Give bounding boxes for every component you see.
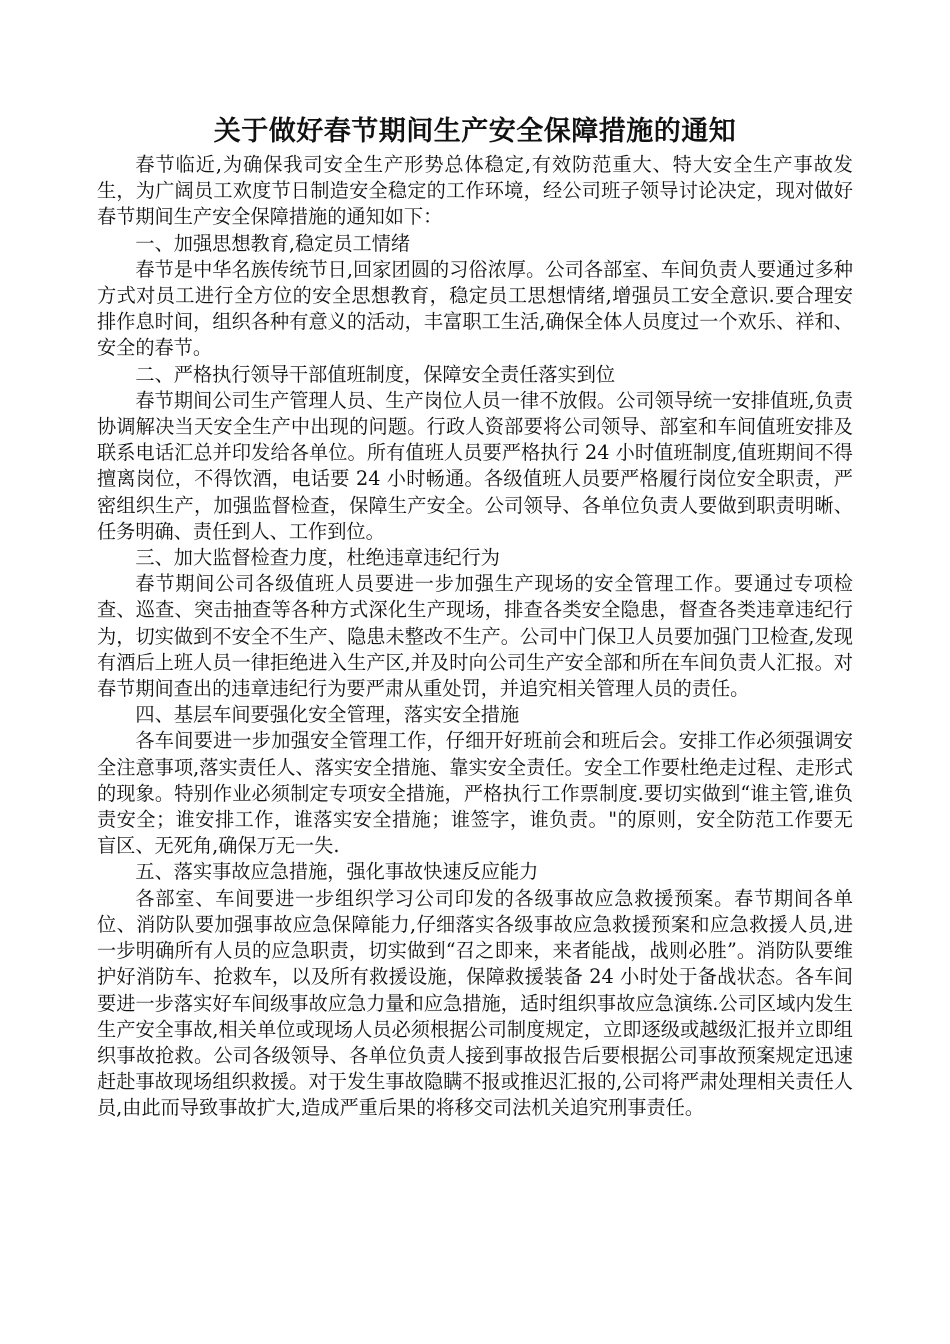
section-4-heading: 四、基层车间要强化安全管理，落实安全措施 (135, 703, 520, 727)
document-page (97, 112, 853, 1122)
section-4-body: 各车间要进一步加强安全管理工作，仔细开好班前会和班后会。安排工作必须强调安全注意事项,落实责任人、落实安全措施、靠实安全责任。安全工作要杜绝走过程、走形式的现象。特别作业必须制定专项安全措施，严格执行工作票制度.要切实做到“谁主管,谁负责安全；谁安排工作，谁落实安全措施；谁签字，谁负责。"的原则，安全防范工作要无盲区、无死角,确保万无一失. (97, 729, 853, 858)
section-3-body: 春节期间公司各级值班人员要进一步加强生产现场的安全管理工作。要通过专项检查、巡查、突击抽查等各种方式深化生产现场，排查各类安全隐患，督查各类违章违纪行为，切实做到不安全不生产、隐患未整改不生产。公司中门保卫人员要加强门卫检查,发现有酒后上班人员一律拒绝进入生产区,并及时向公司生产安全部和所在车间负责人汇报。对春节期间查出的违章违纪行为要严肃从重处罚，并追究相关管理人员的责任。 (97, 572, 853, 701)
section-5-heading: 五、落实事故应急措施，强化事故快速反应能力 (135, 860, 539, 884)
section-2-heading: 二、严格执行领导干部值班制度，保障安全责任落实到位 (135, 362, 616, 386)
section-2-body: 春节期间公司生产管理人员、生产岗位人员一律不放假。公司领导统一安排值班,负责协调解决当天安全生产中出现的问题。行政人资部要将公司领导、部室和车间值班安排及联系电话汇总并印发给各单位。所有值班人员要严格执行 24 小时值班制度,值班期间不得擅离岗位，不得饮酒，电话要 24 小时畅通。各级值班人员要严格履行岗位安全职责，严密组织生产，加强监督检查，保障生产安全。公司领导、各单位负责人要做到职责明晰、任务明确、责任到人、工作到位。 (97, 388, 853, 543)
section-1-heading: 一、加强思想教育,稳定员工情绪 (135, 231, 411, 255)
section-1-body: 春节是中华名族传统节日,回家团圆的习俗浓厚。公司各部室、车间负责人要通过多种方式对员工进行全方位的安全思想教育，稳定员工思想情绪,增强员工安全意识.要合理安排作息时间，组织各种有意义的活动，丰富职工生活,确保全体人员度过一个欢乐、祥和、安全的春节。 (97, 257, 853, 360)
section-5-body: 各部室、车间要进一步组织学习公司印发的各级事故应急救援预案。春节期间各单位、消防队要加强事故应急保障能力,仔细落实各级事故应急救援预案和应急救援人员,进一步明确所有人员的应急职责，切实做到“召之即来，来者能战，战则必胜”。消防队要维护好消防车、抢救车，以及所有救援设施，保障救援装备 24 小时处于备战状态。各车间要进一步落实好车间级事故应急力量和应急措施，适时组织事故应急演练.公司区域内发生生产安全事故,相关单位或现场人员必须根据公司制度规定，立即逐级或越级汇报并立即组织事故抢救。公司各级领导、各单位负责人接到事故报告后要根据公司事故预案规定迅速赶赴事故现场组织救援。对于发生事故隐瞒不报或推迟汇报的,公司将严肃处理相关责任人员,由此而导致事故扩大,造成严重后果的将移交司法机关追究刑事责任。 (97, 886, 853, 1120)
document-title: 关于做好春节期间生产安全保障措施的通知 (213, 116, 737, 147)
intro-paragraph: 春节临近,为确保我司安全生产形势总体稳定,有效防范重大、特大安全生产事故发生，为广阔员工欢度节日制造安全稳定的工作环境，经公司班子领导讨论决定，现对做好春节期间生产安全保障措施的通知如下： (97, 153, 853, 229)
section-3-heading: 三、加大监督检查力度，杜绝违章违纪行为 (135, 546, 500, 570)
